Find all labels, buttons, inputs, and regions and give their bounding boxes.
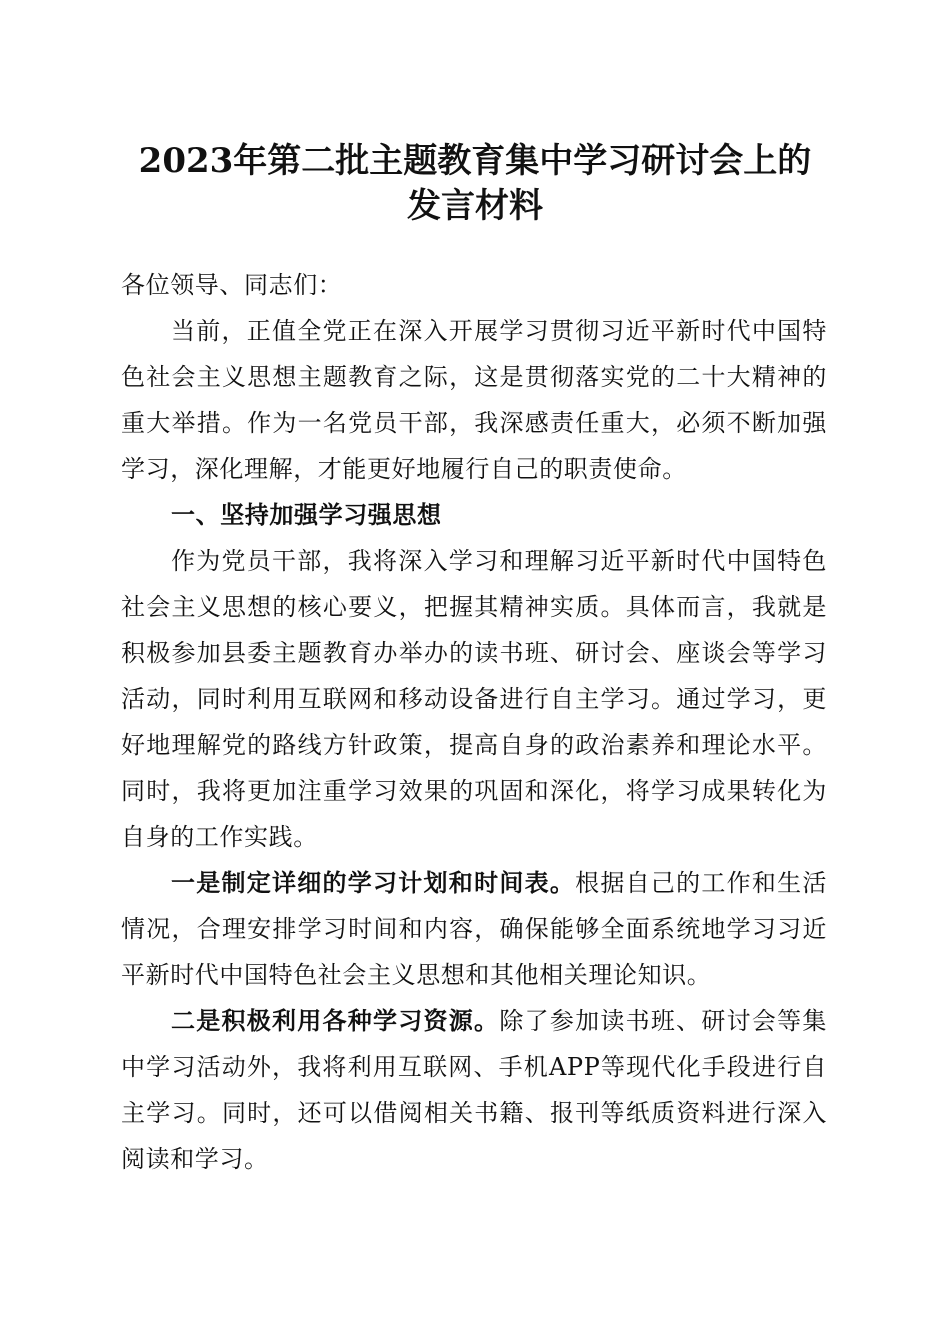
section-1-paragraph: 作为党员干部，我将深入学习和理解习近平新时代中国特色社会主义思想的核心要义，把握其精神实质。具体而言，我就是积极参加县委主题教育办举办的读书班、研讨会、座谈会等学习活动，同时利用互联网和移动设备进行自主学习。通过学习，更好地理解党的路线方针政策，提高自身的政治素养和理论水平。同时，我将更加注重学习效果的巩固和深化，将学习成果转化为自身的工作实践。 [121, 547, 827, 851]
point-1-paragraph [121, 860, 827, 998]
document-title-line-1: 2023年第二批主题教育集中学习研讨会上的 [138, 141, 812, 181]
point-2-text: 除了参加读书班、研讨会等集中学习活动外，我将利用互联网、手机APP等现代化手段进行自主学习。同时，还可以借阅相关书籍、报刊等纸质资料进行深入阅读和学习。 [121, 1007, 827, 1173]
salutation: 各位领导、同志们： [121, 271, 343, 299]
point-1-lead: 一是制定详细的学习计划和时间表。 [171, 868, 576, 897]
intro-paragraph: 当前，正值全党正在深入开展学习贯彻习近平新时代中国特色社会主义思想主题教育之际，这是贯彻落实党的二十大精神的重大举措。作为一名党员干部，我深感责任重大，必须不断加强学习，深化理解，才能更好地履行自己的职责使命。 [121, 317, 827, 483]
point-2-paragraph [121, 998, 827, 1182]
document-body [121, 258, 827, 1182]
document-title-line-2: 发言材料 [407, 186, 543, 226]
point-2-lead: 二是积极利用各种学习资源。 [171, 1006, 500, 1035]
point-1-text: 根据自己的工作和生活情况，合理安排学习时间和内容，确保能够全面系统地学习习近平新时代中国特色社会主义思想和其他相关理论知识。 [121, 869, 827, 989]
section-heading-1: 一、坚持加强学习强思想 [171, 501, 442, 529]
